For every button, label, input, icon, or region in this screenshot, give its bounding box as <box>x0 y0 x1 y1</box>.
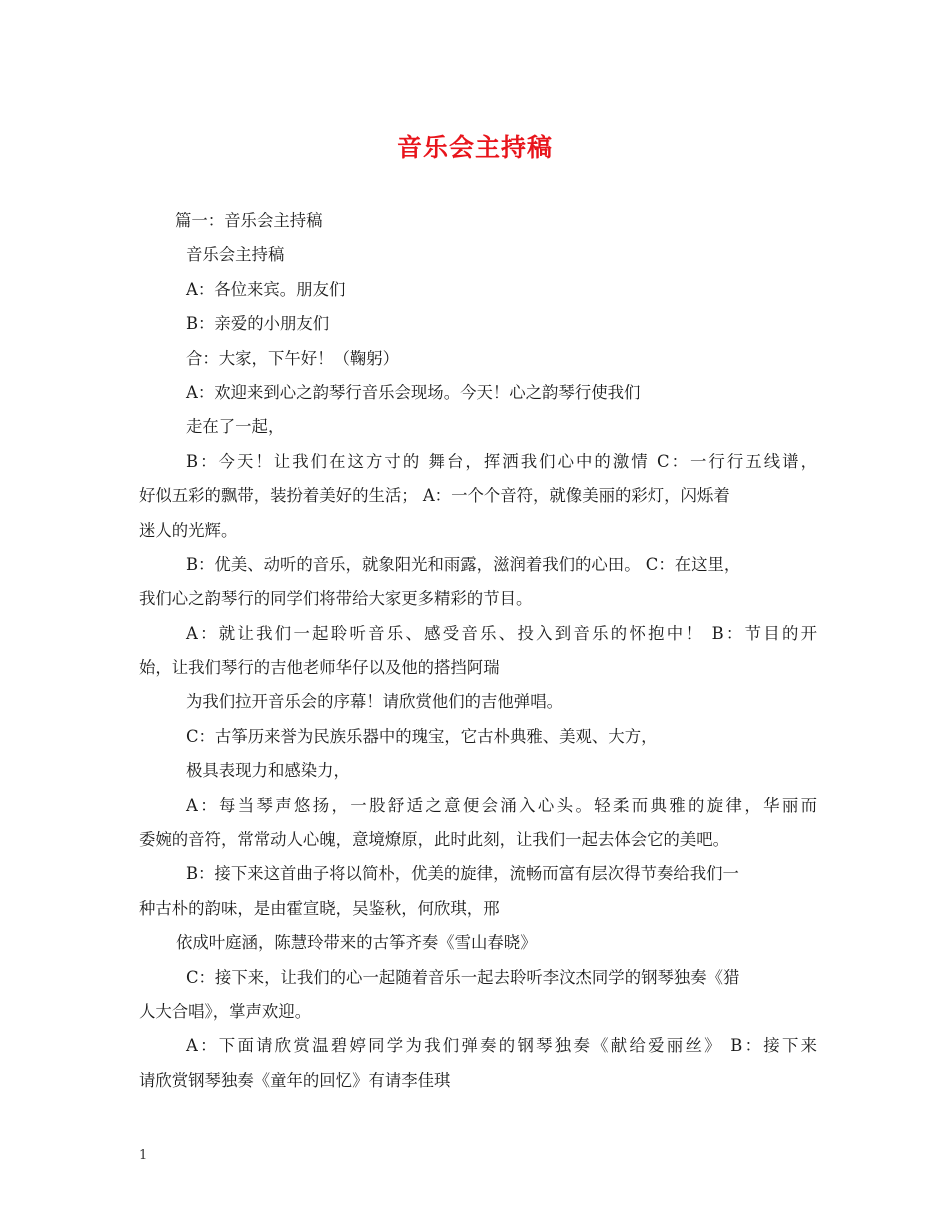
text-line: B：今天！让我们在这方寸的 舞台，挥洒我们心中的激情 C：一行行五线谱， <box>186 451 817 471</box>
text-line: B：接下来这首曲子将以简朴，优美的旋律，流畅而富有层次得节奏给我们一 <box>186 864 739 884</box>
page-number: 1 <box>139 1148 148 1163</box>
text-line: B：优美、动听的音乐，就象阳光和雨露，滋润着我们的心田。 C：在这里， <box>186 554 741 574</box>
text-line: A：每当琴声悠扬，一股舒适之意便会涌入心头。轻柔而典雅的旋律，华丽而 <box>186 795 817 815</box>
text-line: C：古筝历来誉为民族乐器中的瑰宝，它古朴典雅、美观、大方， <box>186 726 658 746</box>
text-line: 依成叶庭涵，陈慧玲带来的古筝齐奏《雪山春晓》 <box>176 933 537 953</box>
text-line: 为我们拉开音乐会的序幕！请欣赏他们的吉他弹唱。 <box>186 692 563 712</box>
text-line: A：各位来宾。朋友们 <box>186 279 346 299</box>
text-line: 种古朴的韵味，是由霍宣晓，吴鉴秋，何欣琪，邢 <box>139 898 500 918</box>
text-line: A：欢迎来到心之韵琴行音乐会现场。今天！心之韵琴行使我们 <box>186 382 641 402</box>
text-line: A：下面请欣赏温碧婷同学为我们弹奏的钢琴独奏《献给爱丽丝》 B：接下来 <box>186 1036 817 1056</box>
text-line: 音乐会主持稿 <box>186 245 285 265</box>
text-line: 好似五彩的飘带，装扮着美好的生活； A：一个个音符，就像美丽的彩灯，闪烁着 <box>139 486 730 506</box>
text-line: C：接下来，让我们的心一起随着音乐一起去聆听李汶杰同学的钢琴独奏《猎 <box>186 967 740 987</box>
text-line: 人大合唱》，掌声欢迎。 <box>139 1001 312 1021</box>
text-line: 请欣赏钢琴独奏《童年的回忆》有请李佳琪 <box>139 1070 451 1090</box>
text-line: 委婉的音符，常常动人心魄，意境燎原，此时此刻，让我们一起去体会它的美吧。 <box>139 830 730 850</box>
text-line: A：就让我们一起聆听音乐、感受音乐、投入到音乐的怀抱中！ B：节目的开 <box>186 623 817 643</box>
document-body <box>139 204 817 1098</box>
text-line: 极具表现力和感染力， <box>186 761 350 781</box>
text-line: 始，让我们琴行的吉他老师华仔以及他的搭挡阿瑞 <box>139 658 500 678</box>
text-line: 迷人的光辉。 <box>139 520 238 540</box>
text-line: B：亲爱的小朋友们 <box>186 314 330 334</box>
text-line: 合：大家，下午好！（鞠躬） <box>186 348 400 368</box>
text-line: 走在了一起， <box>186 417 285 437</box>
text-line: 我们心之韵琴行的同学们将带给大家更多精彩的节目。 <box>139 589 533 609</box>
text-line: 篇一：音乐会主持稿 <box>175 211 323 230</box>
document-title: 音乐会主持稿 <box>396 133 553 162</box>
